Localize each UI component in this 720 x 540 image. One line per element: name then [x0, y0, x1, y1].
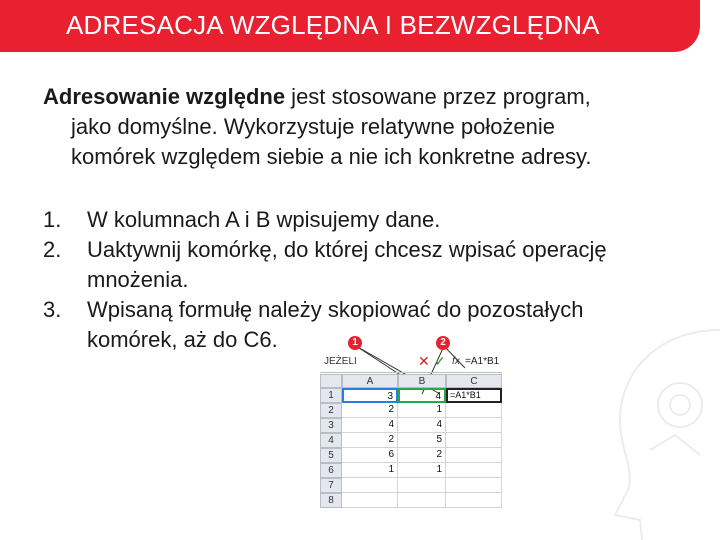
- cell-b5: 2: [398, 448, 446, 463]
- title-bar: [0, 0, 700, 52]
- step-text: Wpisaną formułę należy skopiować do pozostałych: [87, 297, 584, 322]
- column-header-b: B: [398, 374, 446, 388]
- row-header: 1: [320, 388, 342, 403]
- intro-bold-term: Adresowanie względne: [43, 84, 286, 109]
- cell-c1: =A1*B1: [446, 388, 502, 403]
- formula-text: =A1*B1: [465, 356, 500, 367]
- confirm-check-icon: ✓: [434, 353, 446, 369]
- cell-a4: 2: [342, 433, 398, 448]
- column-header-c: C: [446, 374, 502, 388]
- cell-b1: 4: [398, 388, 446, 403]
- column-header-a: A: [342, 374, 398, 388]
- cell-c2: [446, 403, 502, 418]
- formula-bar: [320, 352, 502, 373]
- cell-a5: 6: [342, 448, 398, 463]
- cell-a7: [342, 478, 398, 493]
- step-number: 1.: [43, 207, 62, 232]
- step-number: 3.: [43, 297, 62, 322]
- steps-list: [43, 205, 683, 355]
- cancel-icon: ✕: [418, 353, 430, 369]
- cell-c6: [446, 463, 502, 478]
- cell-a1: 3: [342, 388, 398, 403]
- slide-title: ADRESACJA WZGLĘDNA I BEZWZGLĘDNA: [66, 10, 600, 40]
- row-header: 3: [320, 418, 342, 433]
- cell-b4: 5: [398, 433, 446, 448]
- cell-a8: [342, 493, 398, 508]
- cell-c8: [446, 493, 502, 508]
- step-text: mnożenia.: [87, 267, 189, 292]
- intro-line-1: jest stosowane przez program,: [285, 84, 591, 109]
- row-header: 2: [320, 403, 342, 418]
- name-box: JEŻELI: [324, 356, 357, 367]
- cell-b2: 1: [398, 403, 446, 418]
- cell-b3: 4: [398, 418, 446, 433]
- intro-line-2: jako domyślne. Wykorzystuje relatywne położenie: [71, 114, 556, 139]
- cell-b8: [398, 493, 446, 508]
- cell-b7: [398, 478, 446, 493]
- spreadsheet-screenshot: [320, 337, 502, 506]
- intro-line-3: komórek względem siebie a nie ich konkretne adresy.: [71, 144, 592, 169]
- cell-b6: 1: [398, 463, 446, 478]
- cell-a3: 4: [342, 418, 398, 433]
- row-header: 4: [320, 433, 342, 448]
- cell-a6: 1: [342, 463, 398, 478]
- callout-badge-2: 2: [436, 336, 450, 350]
- list-item: [43, 235, 683, 295]
- cell-c5: [446, 448, 502, 463]
- cell-c3: [446, 418, 502, 433]
- step-text: W kolumnach A i B wpisujemy dane.: [87, 207, 441, 232]
- function-icon: fx: [452, 356, 460, 367]
- corner-header: [320, 374, 342, 388]
- row-header: 5: [320, 448, 342, 463]
- cell-a2: 2: [342, 403, 398, 418]
- row-header: 6: [320, 463, 342, 478]
- row-header: 8: [320, 493, 342, 508]
- step-number: 2.: [43, 237, 62, 262]
- step-text: Uaktywnij komórkę, do której chcesz wpisać operację: [87, 237, 607, 262]
- row-header: 7: [320, 478, 342, 493]
- step-text: komórek, aż do C6.: [87, 327, 278, 352]
- intro-paragraph: [43, 82, 683, 172]
- list-item: [43, 205, 683, 235]
- cell-c7: [446, 478, 502, 493]
- cell-c4: [446, 433, 502, 448]
- callout-badge-1: 1: [348, 336, 362, 350]
